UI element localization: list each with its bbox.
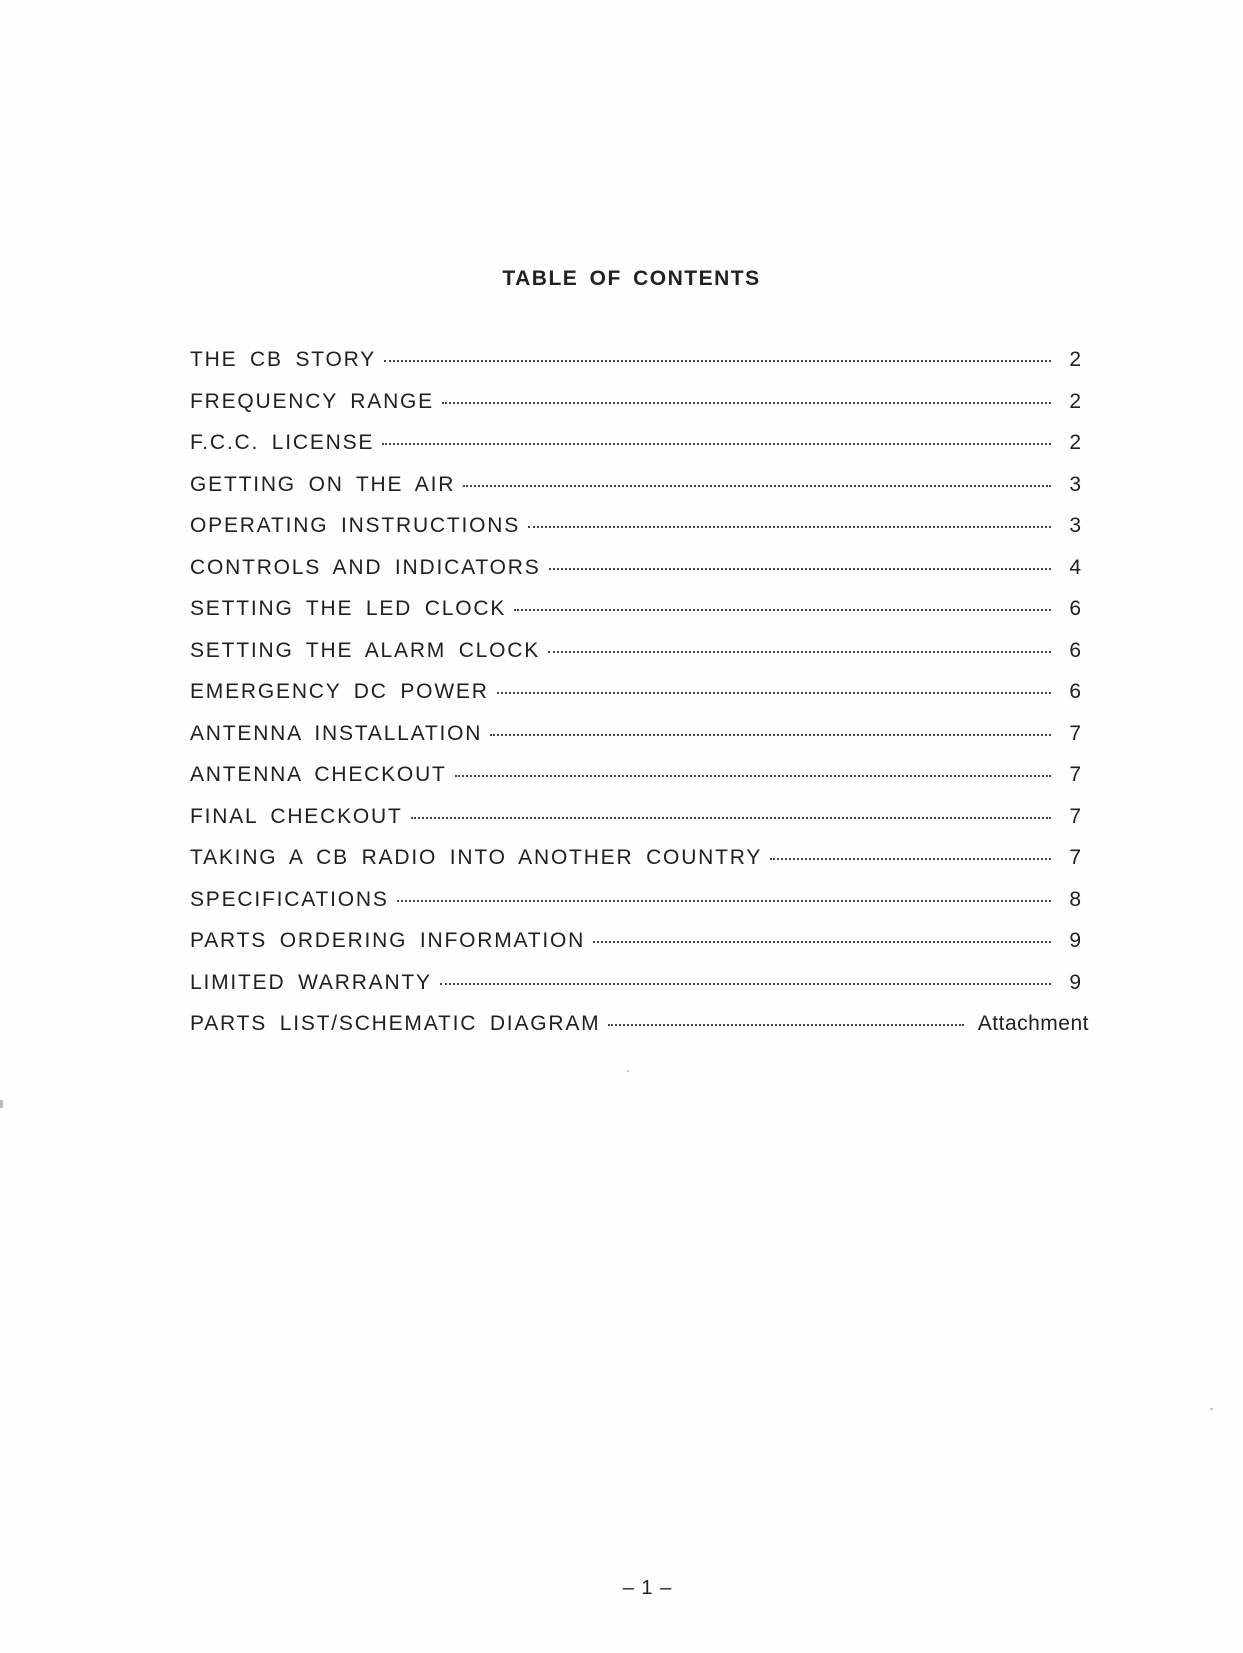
toc-entry-page: 7 [1069, 721, 1081, 745]
table-of-contents [190, 348, 1089, 1054]
dot-leader [463, 484, 1051, 487]
dot-leader [528, 525, 1051, 528]
toc-entry-label: ANTENNA CHECKOUT [190, 763, 447, 786]
toc-entry [190, 390, 1085, 432]
toc-entry-label: PARTS LIST/SCHEMATIC DIAGRAM [190, 1012, 601, 1035]
toc-entry-page: 2 [1069, 389, 1081, 413]
toc-entry-label: GETTING ON THE AIR [190, 472, 456, 496]
toc-entry-page: Attachment [977, 1012, 1089, 1035]
toc-entry-label: OPERATING INSTRUCTIONS [190, 514, 521, 537]
dot-leader [440, 982, 1051, 985]
toc-entry [190, 514, 1085, 556]
toc-entry-page: 2 [1069, 348, 1081, 371]
dot-leader [549, 567, 1052, 570]
toc-entry-page: 6 [1069, 597, 1081, 620]
toc-entry-label: CONTROLS AND INDICATORS [190, 555, 541, 579]
toc-entry-label: PARTS ORDERING INFORMATION [190, 929, 586, 952]
toc-entry-label: LIMITED WARRANTY [190, 970, 432, 994]
toc-entry [190, 473, 1085, 515]
toc-entry [190, 722, 1085, 764]
toc-entry [190, 639, 1085, 681]
dot-leader [397, 899, 1051, 902]
toc-entry-label: FINAL CHECKOUT [190, 804, 403, 828]
toc-entry [190, 680, 1085, 722]
toc-entry-page: 9 [1069, 970, 1081, 994]
toc-entry-page: 3 [1069, 514, 1081, 537]
toc-entry [190, 929, 1085, 971]
toc-entry [190, 763, 1085, 805]
page-title: TABLE OF CONTENTS [502, 267, 761, 290]
toc-entry [190, 971, 1085, 1013]
toc-entry [190, 556, 1085, 598]
toc-entry-label: FREQUENCY RANGE [190, 389, 434, 413]
toc-entry-page: 7 [1069, 804, 1081, 828]
toc-entry-page: 4 [1069, 555, 1081, 579]
toc-entry-label: EMERGENCY DC POWER [190, 680, 489, 703]
scan-speck [0, 1100, 3, 1108]
toc-entry-label: THE CB STORY [190, 348, 377, 371]
dot-leader [593, 940, 1051, 943]
toc-entry [190, 597, 1085, 639]
toc-entry [190, 431, 1085, 473]
dot-leader [382, 442, 1051, 445]
toc-entry-page: 7 [1069, 846, 1081, 869]
toc-entry-page: 9 [1069, 929, 1081, 952]
toc-entry [190, 846, 1085, 888]
scan-speck [1210, 1408, 1213, 1410]
dot-leader [548, 650, 1051, 653]
dot-leader [442, 401, 1051, 404]
dot-leader [455, 774, 1051, 777]
toc-entry-page: 8 [1069, 887, 1081, 911]
page-number: – 1 – [622, 1577, 673, 1599]
toc-entry-label: SETTING THE LED CLOCK [190, 597, 507, 620]
dot-leader [411, 816, 1051, 819]
toc-entry-page: 6 [1069, 680, 1081, 703]
dot-leader [608, 1023, 963, 1026]
toc-entry [190, 348, 1085, 390]
toc-entry-label: ANTENNA INSTALLATION [190, 721, 483, 745]
toc-entry-label: SPECIFICATIONS [190, 887, 389, 911]
toc-entry-page: 6 [1069, 638, 1081, 662]
dot-leader [770, 857, 1051, 860]
toc-entry-page: 2 [1069, 431, 1081, 454]
toc-entry [190, 888, 1085, 930]
toc-entry [190, 805, 1085, 847]
dot-leader [490, 733, 1051, 736]
scan-speck [627, 1070, 629, 1072]
dot-leader [514, 608, 1051, 611]
dot-leader [497, 691, 1051, 694]
toc-entry-page: 7 [1069, 763, 1081, 786]
toc-entry-label: F.C.C. LICENSE [190, 431, 375, 454]
toc-entry-label: SETTING THE ALARM CLOCK [190, 638, 541, 662]
toc-entry-label: TAKING A CB RADIO INTO ANOTHER COUNTRY [190, 846, 763, 869]
toc-entry-page: 3 [1069, 472, 1081, 496]
dot-leader [384, 359, 1051, 362]
toc-entry [190, 1012, 1089, 1054]
